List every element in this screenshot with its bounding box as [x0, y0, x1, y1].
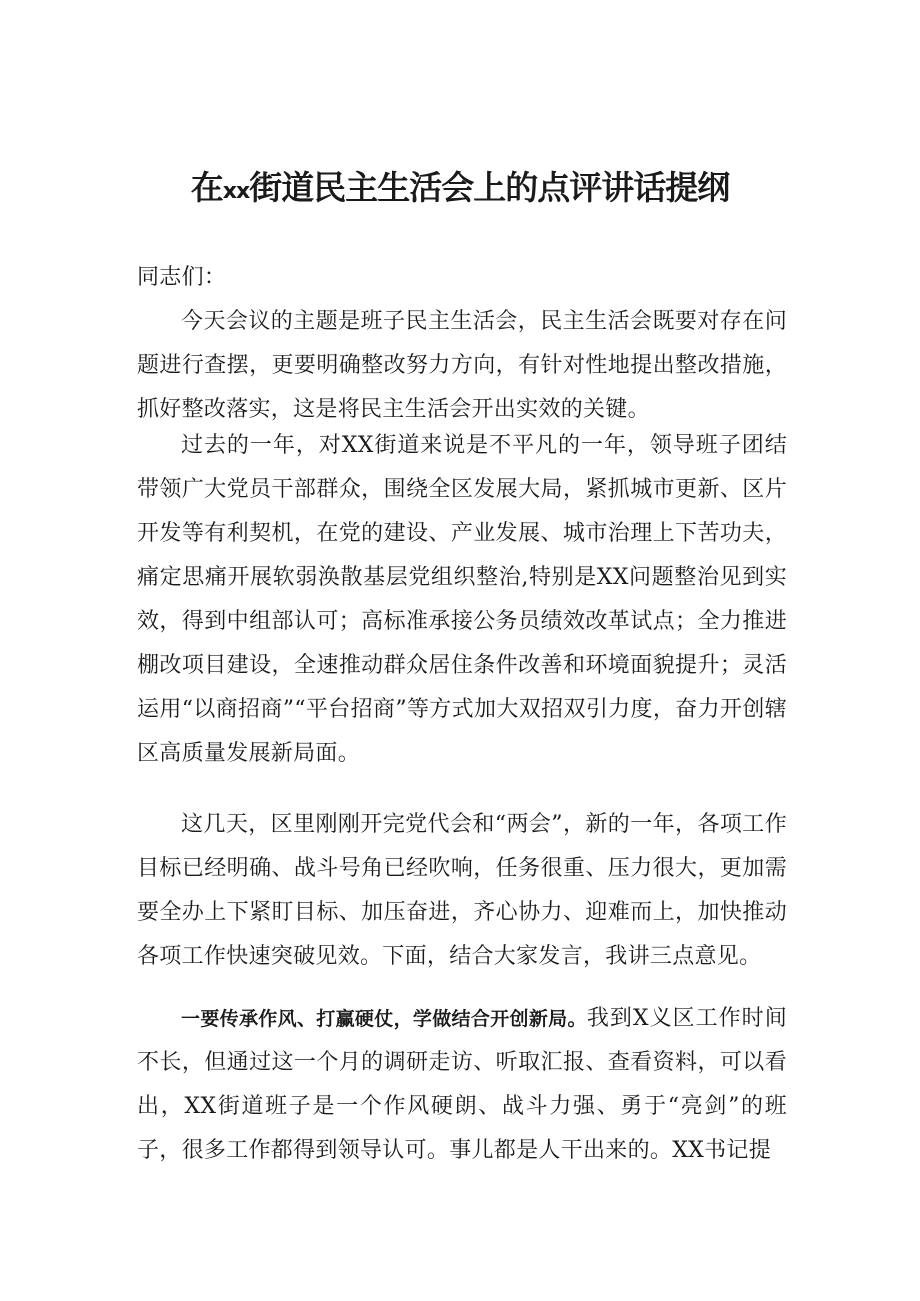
- title-prefix: 在: [190, 168, 223, 207]
- salutation: 同志们：: [137, 265, 227, 290]
- paragraph-4: [137, 997, 787, 1173]
- paragraph-2: 过去的一年，对XX街道来说是不平凡的一年，领导班子团结带领广大党员干部群众，围绕全区发展大局，紧抓城市更新、区片开发等有利契机，在党的建设、产业发展、城市治理上下苦功夫，痛定思痛开展软弱涣散基层党组织整治,特别是XX问题整治见到实效，得到中组部认可；高标准承接公务员绩效改革试点；全力推进棚改项目建设，全速推动群众居住条件改善和环境面貌提升；灵活运用“以商招商”“平台招商”等方式加大双招双引力度，奋力开创辖区高质量发展新局面。: [137, 433, 787, 766]
- title-xx: xx: [222, 179, 250, 204]
- section-1-text: 我到X义区工作时间不长，但通过这一个月的调研走访、听取汇报、查看资料，可以看出，XX街道班子是一个作风硬朗、战斗力强、勇于“亮剑”的班子，很多工作都得到领导认可。事儿都是人干出来的。XX书记提: [137, 1006, 787, 1163]
- title-suffix: 街道民主生活会上的点评讲话提纲: [249, 168, 730, 207]
- document-title: [0, 164, 920, 216]
- paragraph-1: 今天会议的主题是班子民主生活会，民主生活会既要对存在问题进行查摆，更要明确整改努力方向，有针对性地提出整改措施，抓好整改落实，这是将民主生活会开出实效的关键。: [137, 309, 787, 422]
- paragraph-3: 这几天，区里刚刚开完党代会和“两会”，新的一年，各项工作目标已经明确、战斗号角已经吹响，任务很重、压力很大，更加需要全办上下紧盯目标、加压奋进，齐心协力、迎难而上，加快推动各项工作快速突破见效。下面，结合大家发言，我讲三点意见。: [137, 812, 787, 969]
- section-1-heading: 一要传承作风、打赢硬仗，学做结合开创新局。: [181, 1008, 587, 1030]
